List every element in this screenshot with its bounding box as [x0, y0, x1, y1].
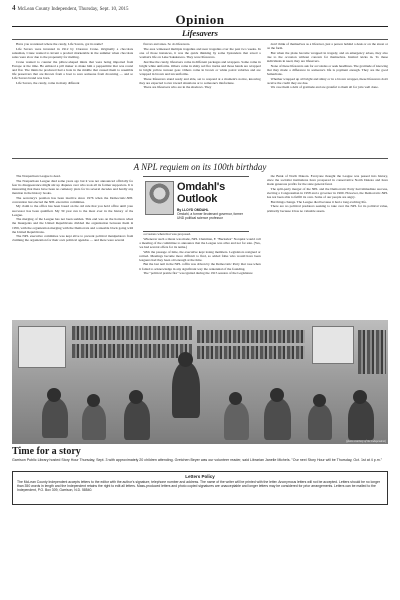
paragraph: flavors and sizes. So do lifesavers.	[143, 42, 191, 46]
folio	[12, 4, 388, 11]
paragraph: My claim to the office has been based on the old rule that you hold office until your successor has been qualified. My 39 year run is the most ever in the history of the League.	[12, 204, 134, 217]
lifesavers-column-1	[12, 42, 133, 158]
npl-headline: A NPL requiem on its 100th birthday	[133, 162, 267, 172]
paragraph: don't think of themselves as a lifesaver, just a person behind a desk or on the street or on the farm.	[266, 42, 388, 51]
child-figure	[264, 398, 291, 440]
paragraph: Life Savers, the candy, come in many different	[16, 80, 80, 85]
window	[18, 326, 66, 368]
bookshelf	[197, 346, 305, 359]
lifesavers-column-3	[267, 42, 388, 158]
child-figure	[224, 402, 249, 440]
reader-figure	[172, 362, 200, 418]
child-head	[47, 388, 61, 402]
photo-caption: Garrison Public Library hosted Story Hour Thursday, Sept. 3 with approximately 20 children attending. Gretchen Beyer was our volunteer reader, said Librarian Janelle Michels. "Our next Story Hour will be Thursday, Oct. 1st at 4 p.m."	[12, 458, 383, 462]
story-photo-section	[12, 320, 388, 444]
paragraph: The area witnessed multiple tragedies and near tragedies over the past two weeks. In one of those instances, it was the quick thinking by some bystanders that saved a woman's life on Lake Sakakawea. They were lifesavers.	[139, 46, 261, 59]
byline-description: Omdahl, a former lieutenant governor, former UND political science professor	[177, 212, 243, 220]
paragraph: the Bank of North Dakota. Everyone thought the League was passed into history, since the socialist institutions have prospered in conservative North Dakota and have made generous profits for the state general fund.	[266, 174, 388, 187]
child-figure	[348, 400, 374, 440]
photo-credit: (photo courtesy of the Independent)	[346, 440, 386, 443]
bookshelf	[358, 330, 386, 374]
author-portrait	[145, 181, 174, 215]
photo-caption-title: Time for a story	[12, 446, 81, 457]
paragraph: There are no political predators seeking to take over the NPL for its political value, primarily because it has no valuable assets.	[266, 204, 388, 213]
paragraph: Crane wanted to counter the pillow-shaped mints that were being imported from Europe at the time. He enlisted a pill maker to make him a peppermint that was round and flat. The mints he produced had a hole in the middle that caused them to resemble life preservers that are thrown from a boat to save someone from drowning — and so Life Savers brand was born.	[12, 59, 134, 80]
paragraph: The merging of the League has not been sudden. This end was on the horizon when the Insurgents and the United Republicans divided the organization between them in 1956, with the organization merging with the Democrats and a sizeable block going with the United Republicans.	[12, 217, 134, 234]
paragraph: The split-party merger of the NPL and the Democratic Party had immediate success, electing a Congressman in 1958 and a governor in 1960. However, the Democratic-NPL has not been able to fulfill its own. Some of our people are angry.	[266, 186, 388, 200]
window	[312, 326, 354, 364]
publication-line: McLean County Independent, Thursday, Sept. 10, 2015	[17, 7, 129, 12]
paragraph: We owe them a debt of gratitude and are grateful to them all for jobs well done.	[270, 85, 379, 90]
paragraph: But the last nail in the NPL coffin was driven by the Democratic Party that rose when it failed to acknowledge in any significant way the centennial of the founding.	[139, 262, 261, 271]
paragraph: With the passage of time, the executive kept losing members. Legislators resigned or retired. Meetings became more difficult to find, so added folks who would have been leaguers had they been old enough at the time.	[139, 249, 261, 262]
paragraph: The Nonpartisan League is dead.	[16, 174, 61, 178]
paragraph: Have you wondered where the candy, Life Savers, got its name?	[16, 42, 104, 46]
child-figure	[42, 398, 68, 438]
paragraph: The Nonpartisan League died some years ago but it was not announced officially for fear its disappearance might stir up disputes over who took all its former supporters. It is interesting that there have been no cemetery plots for its several decades and hardly any mention in the history books.	[12, 178, 134, 195]
child-head	[87, 394, 100, 407]
paragraph: There are lifesavers who are in the shadows. They	[143, 85, 212, 90]
paragraph: Whenever such a threat was made, NPL Chairman, F. "Buckshot" Norquist would call a meeting of the committee to announce that the League was alive and not for sale. (Yes, we had several offers for its name.)	[139, 236, 261, 249]
section-title: Opinion	[175, 12, 225, 27]
child-head	[313, 394, 326, 407]
child-figure	[124, 400, 150, 440]
child-head	[353, 390, 367, 404]
paragraph: Whether wrapped up all bright and shiny or in a brown wrapper, these lifesavers don't receive the credit they are due.	[266, 76, 388, 85]
paragraph: But things change. The League died because it had a long exciting life.	[270, 199, 367, 204]
npl-column-1	[12, 174, 133, 317]
paragraph: The secretary's position has been inactive since 1976 when the Democratic-NPL convention last elected the NPL executive committee.	[12, 195, 134, 204]
bookshelf	[72, 326, 192, 340]
story-hour-photo	[12, 320, 388, 444]
column-title	[177, 181, 225, 205]
lifesavers-article	[12, 42, 388, 158]
child-head	[229, 392, 242, 405]
paragraph: But when the plans become wrapped in tragedy, and an emergency arises, they also rise to the occasion without concern for themselves. Instinct kicks in. To these individuals in need, they are lifesavers.	[266, 50, 388, 63]
letters-policy-title: Letters Policy	[185, 474, 215, 479]
paragraph: The "political prairie fire" was ignited during the 1915 session of the Legislature	[143, 271, 253, 276]
page-number: 4	[12, 4, 16, 12]
child-head	[270, 388, 284, 402]
letters-policy-paragraph: The McLean County Independent accepts letters to the editor with the author's signature, telephone number and address. The name of the writer will be printed with the letter. Anonymous letters will not be accepted. Letters should be no longer than 350 words in length and the Independent retains the right to edit all letters. Mass-produced letters and photo copied signatures are unacceptable and longer letters may be considered for prior arrangements. Letters can be mailed to the Independent, P.O. Box 309, Garrison, N.D. 58540.	[17, 480, 381, 493]
column-title-line-1: Omdahl's	[177, 181, 226, 193]
column-title-line-2: Outlook	[177, 193, 218, 205]
paragraph: occasions when that was proposed.	[143, 232, 191, 236]
child-head	[129, 390, 143, 404]
newspaper-page	[12, 4, 388, 596]
letters-policy-box	[12, 471, 388, 505]
omdahl-column-header	[143, 176, 249, 232]
paragraph: The NPL executive committee was kept alive to prevent political manipulators from claiming the organization for their own political agendas — and there were several	[12, 234, 134, 243]
letters-policy-text	[17, 480, 383, 493]
byline-name: By LLOYD OMDAHL	[177, 208, 209, 212]
byline	[177, 208, 247, 220]
divider-rule	[12, 158, 388, 159]
paragraph: Life Savers were invented in 1912 by Clarence Crane. Originally a chocolate salesman, Crane wanted to invent a product marketable in the summer when chocolate sales were slow due to the propensity for melting.	[12, 46, 134, 59]
lifesavers-column-2	[139, 42, 260, 158]
kicker-rule	[12, 39, 388, 40]
lifesavers-kicker: Lifesavers	[182, 28, 218, 38]
child-figure	[82, 404, 106, 440]
paragraph: Just like the candy, lifesavers come in different packages and wrappers. Some come in bright white uniforms. Others come in shiny red fire trucks and those hands are wrapped in bright yellow turnout gear. Others come in brown or white patrol vehicles and are wrapped in brown and tan uniforms.	[139, 59, 261, 76]
paragraph: These lifesavers stand ready and able, set to respond at a moment's notice, knowing they are expected to run toward situations or to someone's misfortune.	[139, 76, 261, 85]
npl-column-3	[267, 174, 388, 317]
bookshelf	[72, 344, 192, 358]
bookshelf	[197, 330, 305, 343]
paragraph: None of these lifesavers ask for accolades or seek headlines. The gratitude of knowing that they made a difference in someone's life is payment enough. They are the good Samaritans.	[266, 63, 388, 76]
child-figure	[308, 404, 332, 440]
reader-head	[178, 352, 193, 367]
npl-article	[12, 174, 388, 317]
